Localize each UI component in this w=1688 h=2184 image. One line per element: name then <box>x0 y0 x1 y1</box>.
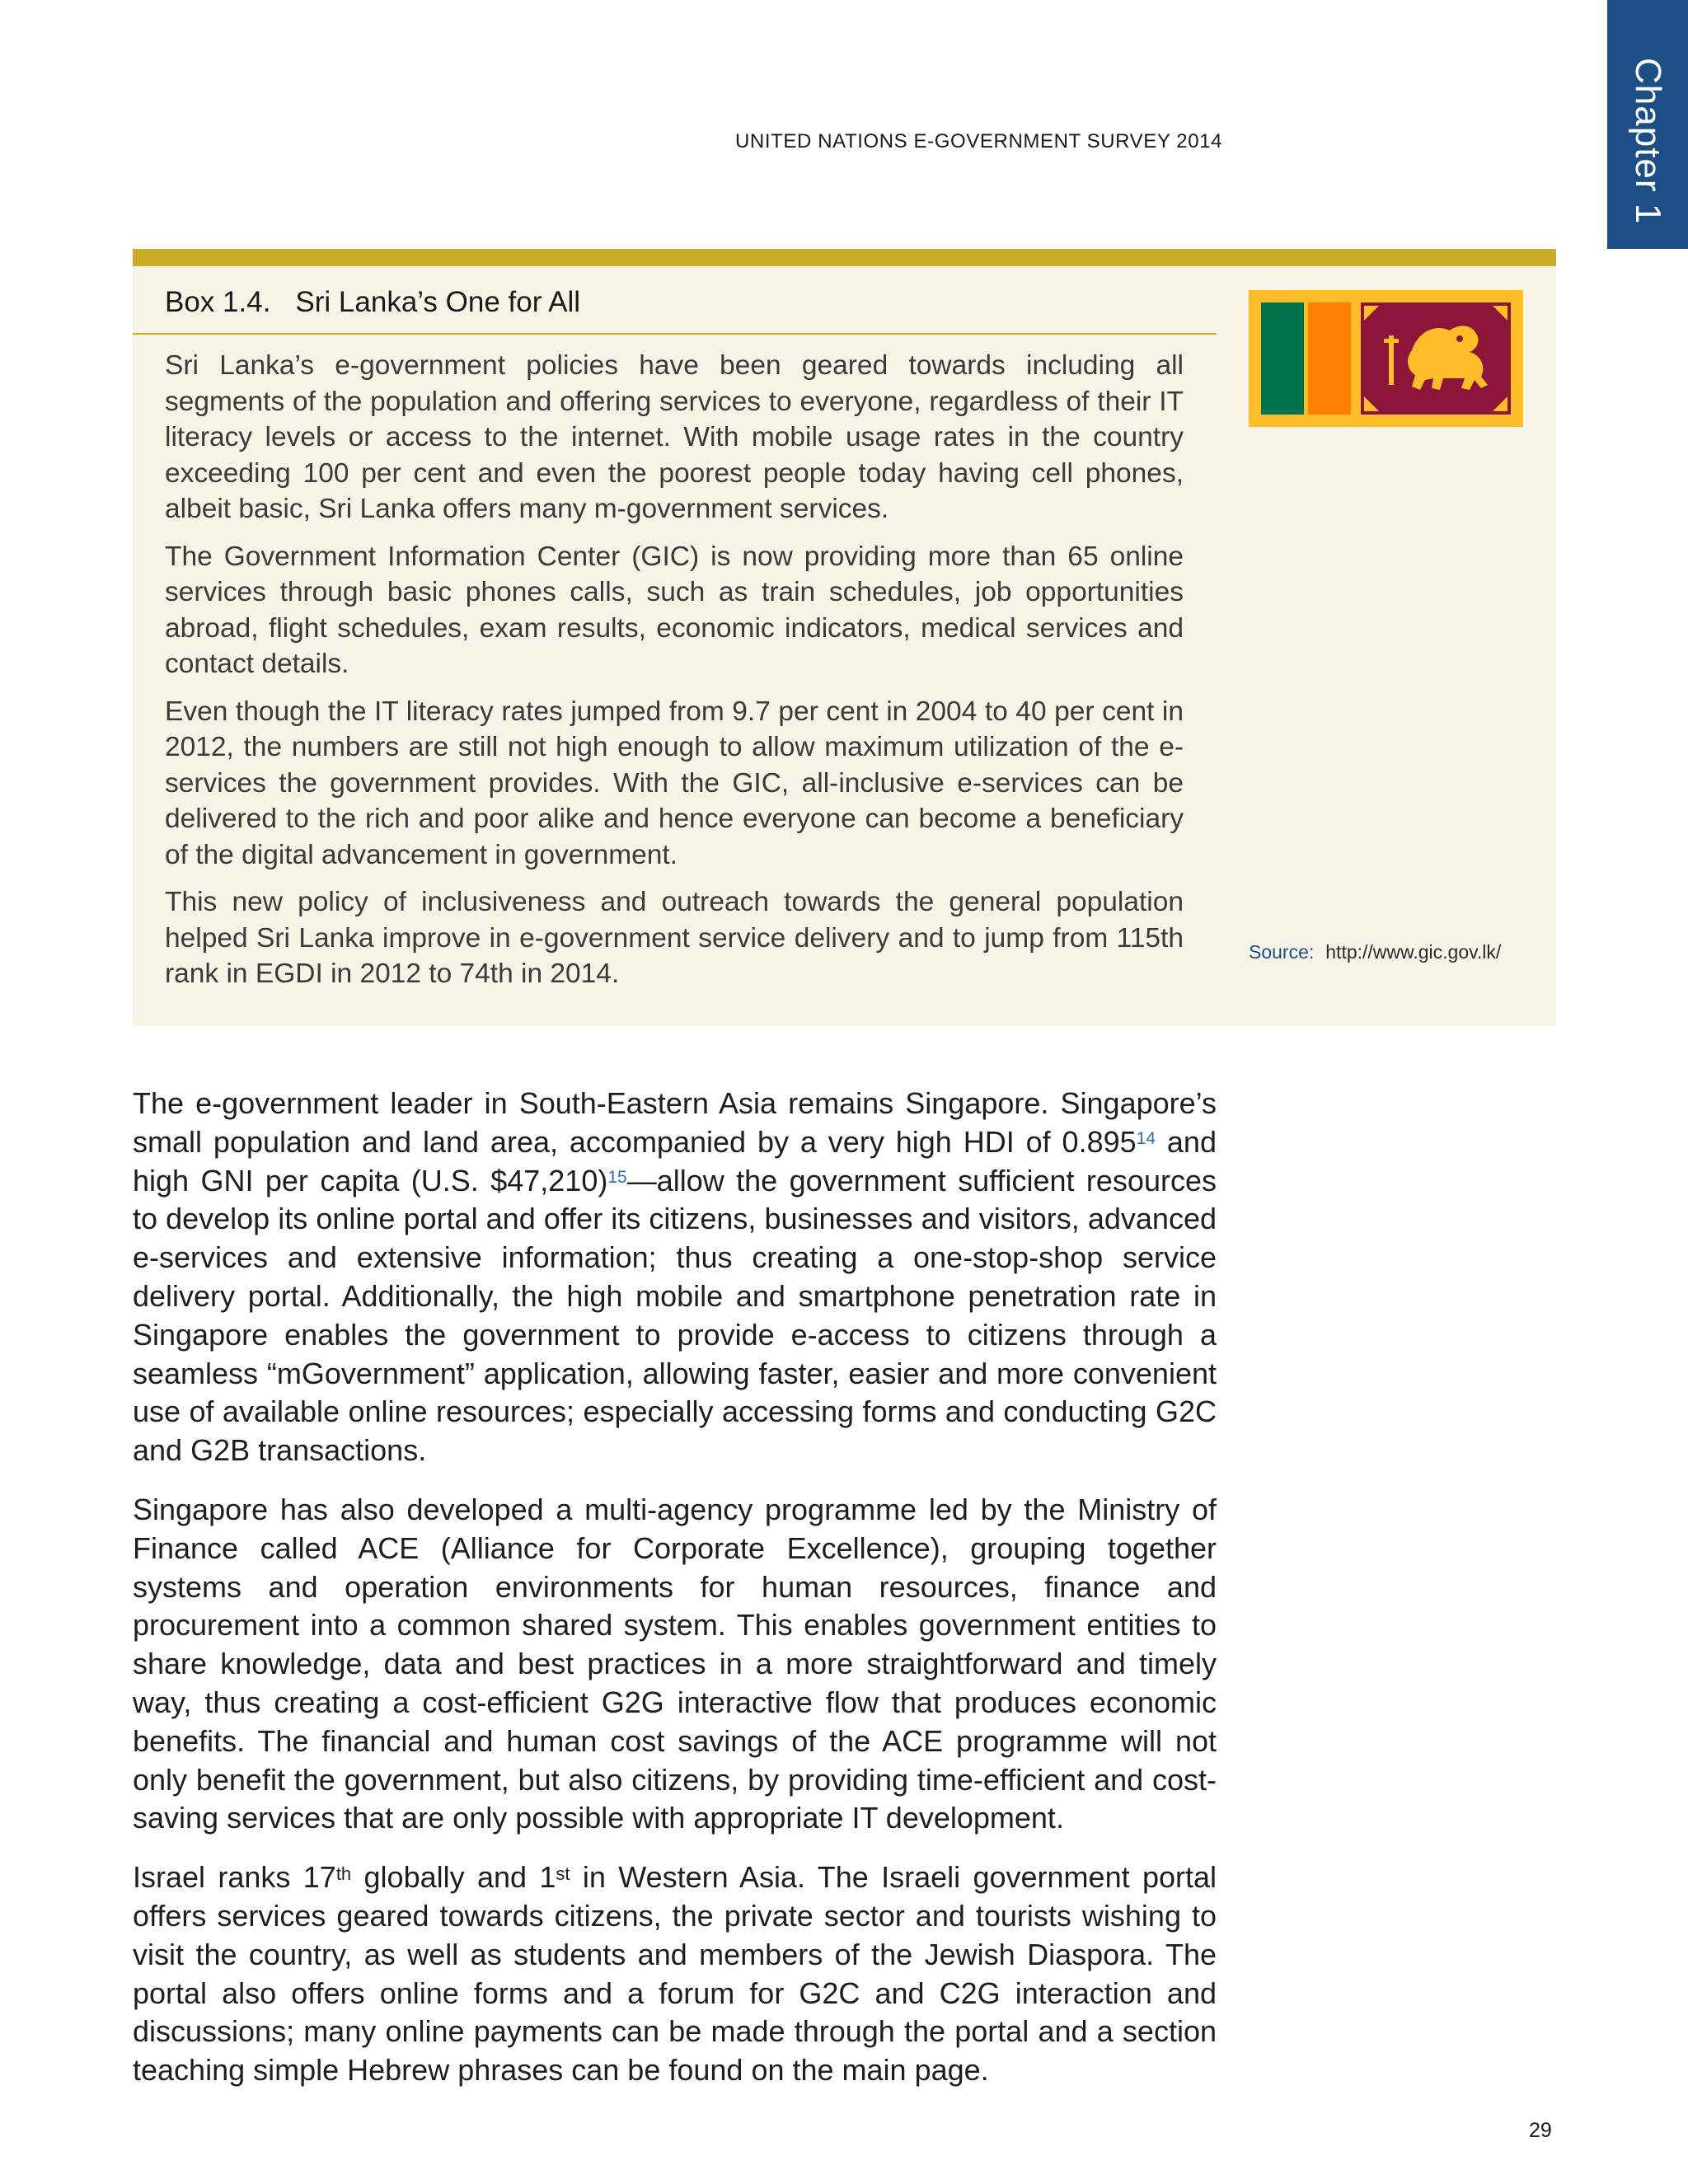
box-number: Box 1.4. <box>165 286 271 318</box>
body-paragraph <box>133 1085 1217 1470</box>
box-paragraph: Sri Lanka’s e-government policies have been geared towards including all segments of the population and offering services to everyone, regardless of their IT literacy levels or access to the internet. With mobile usage rates in the country exceeding 100 per cent and even the poorest people today having cell phones, albeit basic, Sri Lanka offers many m-government services. <box>165 350 1184 524</box>
flag-maroon-field <box>1361 302 1511 415</box>
body-text: and high GNI per capita (U.S. $47,210) <box>133 1124 1217 1197</box>
body-text: Israel ranks 17 <box>133 1860 336 1895</box>
sri-lanka-flag-image <box>1249 290 1523 427</box>
box-body <box>165 348 1184 1004</box>
box-source <box>1249 940 1529 964</box>
ordinal-suffix: st <box>556 1863 570 1885</box>
box-paragraph: This new policy of inclusiveness and outreach towards the general population helped Sri Lanka improve in e-government service delivery and to jump from 115th rank in EGDI in 2012 to 74th in 2014. <box>165 887 1184 989</box>
flag-green-stripe <box>1261 302 1304 415</box>
body-text: The e-government leader in South-Eastern Asia remains Singapore. Singapore’s small population and land area, accompanied by a very high HDI of 0.895 <box>133 1086 1217 1159</box>
ordinal-suffix: th <box>335 1863 352 1885</box>
box-paragraph: Even though the IT literacy rates jumped from 9.7 per cent in 2004 to 40 per cent in 2012, the numbers are still not high enough to allow maximum utilization of the e-services the government provides. With the GIC, all-inclusive e-services can be delivered to the rich and poor alike and hence everyone can become a beneficiary of the digital advancement in government. <box>165 696 1184 870</box>
main-text <box>133 1085 1217 2111</box>
chapter-tab-label: Chapter 1 <box>1628 58 1668 225</box>
footnote-ref-15[interactable]: 15 <box>607 1167 627 1187</box>
body-paragraph <box>133 1858 1217 2090</box>
body-paragraph: Singapore has also developed a multi-agency programme led by the Ministry of Finance called ACE (Alliance for Corporate Excellence), grouping together systems and operation environments for human resources, finance and procurement into a common shared system. This enables government entities to share knowledge, data and best practices in a more straightforward and timely way, thus creating a cost-efficient G2G interactive flow that produces economic benefits. The financial and human cost savings of the ACE programme will not only benefit the government, but also citizens, by providing time-efficient and cost-saving services that are only possible with appropriate IT development. <box>133 1492 1217 1835</box>
body-text: —allow the government sufficient resources to develop its online portal and offer its citizens, businesses and visitors, advanced e-services and extensive information; thus creating a one-stop-shop service delivery portal. Additionally, the high mobile and smartphone penetration rate in Singapore enables the government to provide e-access to citizens through a seamless “mGovernment” application, allowing faster, easier and more convenient use of available online resources; especially accessing forms and conducting G2C and G2B transactions. <box>133 1163 1217 1468</box>
body-text: globally and 1 <box>351 1860 556 1895</box>
page-number: 29 <box>1529 2119 1552 2142</box>
box-title-text: Sri Lanka’s One for All <box>295 286 581 318</box>
box-title <box>165 286 580 319</box>
footnote-ref-14[interactable]: 14 <box>1136 1128 1156 1148</box>
body-text: in Western Asia. The Israeli government portal offers services geared towards citizens, the private sector and tourists wishing to visit the country, as well as students and members of the Jewish Diaspora. The portal also offers online forms and a forum for G2C and C2G interaction and discussions; many online payments can be made through the portal and a section teaching simple Hebrew phrases can be found on the main page. <box>133 1860 1217 2088</box>
running-header: UNITED NATIONS E-GOVERNMENT SURVEY 2014 <box>735 130 1223 152</box>
source-label: Source: <box>1249 941 1315 963</box>
box-top-rule <box>133 249 1556 266</box>
flag-orange-stripe <box>1308 302 1351 415</box>
source-url[interactable]: http://www.gic.gov.lk/ <box>1325 941 1502 963</box>
chapter-tab <box>1607 0 1688 249</box>
flag-lion-emblem <box>1361 302 1511 415</box>
box-title-underline <box>133 333 1217 335</box>
box-1-4 <box>133 249 1556 1026</box>
box-paragraph: The Government Information Center (GIC) is now providing more than 65 online services through basic phones calls, such as train schedules, job opportunities abroad, flight schedules, exam results, economic indicators, medical services and contact details. <box>165 541 1184 679</box>
